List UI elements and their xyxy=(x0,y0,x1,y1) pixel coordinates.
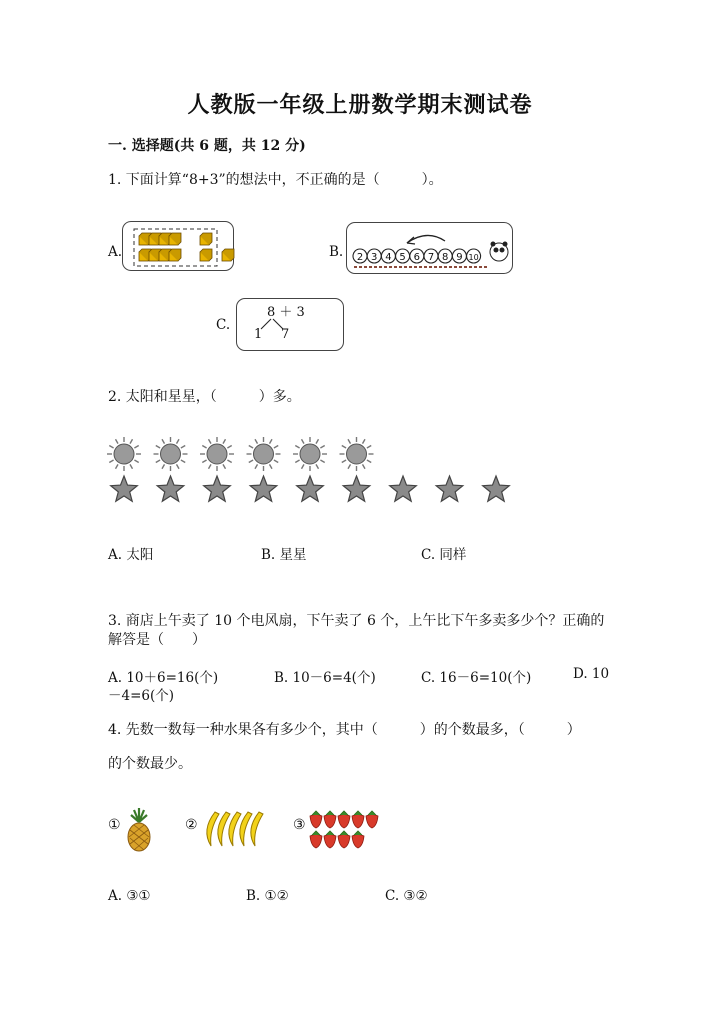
strawberries-figure xyxy=(308,810,388,850)
star-icon xyxy=(436,476,463,501)
q2-option-c[interactable]: C. 同样 xyxy=(421,547,467,563)
q1-stem: 1. 下面计算“8+3”的想法中，不正确的是（ ）。 xyxy=(108,172,443,188)
q3-option-c[interactable]: C. 16－6=10(个) xyxy=(421,670,532,686)
number-label: 7 xyxy=(427,252,435,263)
star-icon xyxy=(111,476,138,501)
fruit-label-1: ① xyxy=(108,817,121,833)
number-label: 2 xyxy=(356,252,364,263)
sun-icon xyxy=(200,437,234,471)
cube xyxy=(200,249,212,261)
star-icon xyxy=(343,476,370,501)
q1-option-c-label[interactable]: C. xyxy=(216,317,231,333)
decompose-right: 7 xyxy=(281,327,290,342)
q3-option-b[interactable]: B. 10－6=4(个) xyxy=(274,670,376,686)
strawberry-icon xyxy=(310,831,322,848)
number-label: 9 xyxy=(456,252,463,263)
decompose-top: 8 ＋ 3 xyxy=(267,305,305,320)
number-label: 5 xyxy=(399,252,406,263)
cube xyxy=(200,233,212,245)
q2-stem: 2. 太阳和星星，（ ）多。 xyxy=(108,389,301,405)
q4-stem-line1: 4. 先数一数每一种水果各有多少个，其中（ ）的个数最多，（ ） xyxy=(108,722,581,738)
decompose-lines xyxy=(237,299,343,350)
q2-option-a[interactable]: A. 太阳 xyxy=(108,547,154,563)
q2-option-b[interactable]: B. 星星 xyxy=(261,547,307,563)
banana-icon xyxy=(251,812,263,846)
sun-icon xyxy=(107,437,141,471)
sun-icon xyxy=(340,437,374,471)
sun-icon xyxy=(247,437,281,471)
sun-icon xyxy=(154,437,188,471)
q4-stem-line2: 的个数最少。 xyxy=(108,756,192,772)
q3-stem-line2: 解答是（ ） xyxy=(108,632,206,648)
number-line xyxy=(347,223,512,273)
number-label: 3 xyxy=(371,252,378,263)
strawberry-icon xyxy=(366,811,378,828)
section-heading: 一. 选择题(共 6 题，共 12 分) xyxy=(108,138,306,154)
q3-option-d-cont: －4=6(个) xyxy=(108,688,175,704)
strawberry-icon xyxy=(324,811,336,828)
pineapple-icon xyxy=(124,808,154,852)
page-title: 人教版一年级上册数学期末测试卷 xyxy=(187,92,533,118)
strawberry-icon xyxy=(310,811,322,828)
strawberry-icon xyxy=(352,811,364,828)
star-icon xyxy=(297,476,324,501)
number-label: 4 xyxy=(385,252,392,263)
cube xyxy=(222,249,234,261)
banana-icon xyxy=(240,812,252,846)
bananas-figure xyxy=(201,810,271,850)
strawberry-icon xyxy=(338,831,350,848)
strawberry-icon xyxy=(324,831,336,848)
q1-option-c-decompose xyxy=(236,298,344,351)
sun-icon xyxy=(293,437,327,471)
jump-arrow xyxy=(407,235,445,243)
star-icon xyxy=(390,476,417,501)
cube xyxy=(169,233,181,245)
strawberry-icon xyxy=(352,831,364,848)
q3-option-d[interactable]: D. 10 xyxy=(573,666,610,682)
banana-icon xyxy=(218,812,230,846)
banana-icon xyxy=(207,812,219,846)
strawberry-icon xyxy=(338,811,350,828)
fruit-label-2: ② xyxy=(185,817,198,833)
star-icon xyxy=(483,476,510,501)
number-label: 8 xyxy=(442,252,449,263)
panda-icon xyxy=(490,242,508,262)
star-icon xyxy=(250,476,277,501)
fruit-label-3: ③ xyxy=(293,817,306,833)
q1-option-a-label[interactable]: A. xyxy=(108,244,123,260)
q4-option-c[interactable]: C. ③② xyxy=(385,888,428,904)
q4-option-a[interactable]: A. ③① xyxy=(108,888,151,904)
q1-option-b-label[interactable]: B. xyxy=(329,244,344,260)
decompose-left: 1 xyxy=(254,327,263,342)
number-label: 6 xyxy=(413,252,420,263)
q1-option-b-numberline xyxy=(346,222,513,274)
star-icon xyxy=(157,476,184,501)
banana-icon xyxy=(229,812,241,846)
cube-groups xyxy=(123,222,233,270)
star-icon xyxy=(204,476,231,501)
q3-stem-line1: 3. 商店上午卖了 10 个电风扇，下午卖了 6 个，上午比下午多卖多少个？正确的 xyxy=(108,613,605,629)
cube xyxy=(169,249,181,261)
q1-option-a-cube-figure xyxy=(122,221,234,271)
q4-option-b[interactable]: B. ①② xyxy=(246,888,289,904)
q3-option-a[interactable]: A. 10＋6=16(个) xyxy=(108,670,219,686)
q2-suns-stars-figure xyxy=(106,438,526,508)
number-label: 10 xyxy=(468,253,479,262)
